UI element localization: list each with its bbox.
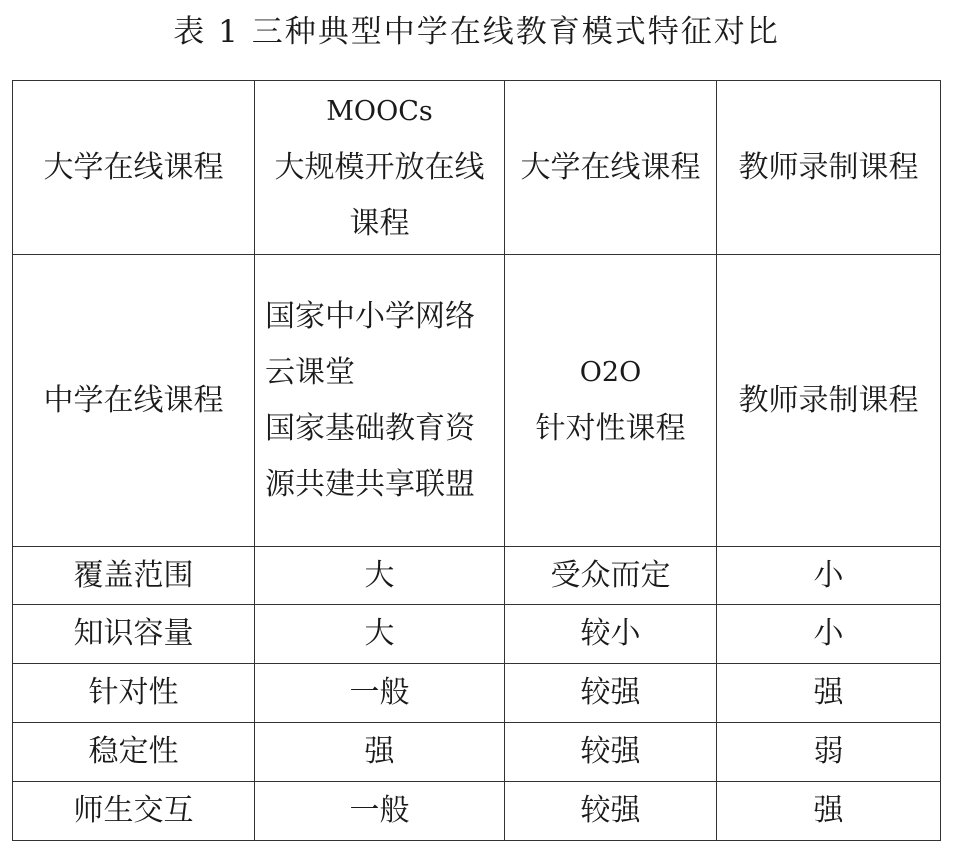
- row-label: 知识容量: [13, 605, 255, 664]
- table-cell: 一般: [255, 782, 505, 841]
- row-label: 针对性: [13, 664, 255, 723]
- table-cell: 大: [255, 605, 505, 664]
- table-cell: 大: [255, 547, 505, 605]
- table-row: [13, 547, 941, 605]
- table-row: [13, 723, 941, 782]
- row-label: 覆盖范围: [13, 547, 255, 605]
- header-cell-moocs: [255, 81, 505, 255]
- row-label: 师生交互: [13, 782, 255, 841]
- header-cell: 大学在线课程: [13, 81, 255, 255]
- moocs-desc-line: 大规模开放在线: [274, 149, 485, 185]
- table-cell: 较强: [505, 782, 717, 841]
- row-label: 中学在线课程: [13, 255, 255, 547]
- platform-line: 源共建共享联盟: [265, 466, 475, 502]
- platform-list-cell: [255, 255, 505, 547]
- row-label: 稳定性: [13, 723, 255, 782]
- table-row: [13, 782, 941, 841]
- table-cell: 强: [255, 723, 505, 782]
- platform-line: 国家中小学网络: [265, 298, 475, 334]
- o2o-cell: [505, 255, 717, 547]
- table-cell: 受众而定: [505, 547, 717, 605]
- moocs-label: MOOCs: [326, 95, 433, 127]
- platform-line: 国家基础教育资: [265, 410, 475, 446]
- table-cell: 较小: [505, 605, 717, 664]
- moocs-desc-line: 课程: [349, 205, 410, 241]
- platform-line: 云课堂: [265, 354, 355, 390]
- table-row: [13, 664, 941, 723]
- table-row: [13, 605, 941, 664]
- o2o-desc: 针对性课程: [535, 410, 686, 446]
- header-cell: 大学在线课程: [505, 81, 717, 255]
- table-cell: 强: [717, 782, 941, 841]
- table-cell: 较强: [505, 664, 717, 723]
- table-cell: 一般: [255, 664, 505, 723]
- table-header-row: [13, 81, 941, 255]
- o2o-label: O2O: [579, 356, 642, 388]
- table-cell: 小: [717, 547, 941, 605]
- table-cell: 强: [717, 664, 941, 723]
- header-cell: 教师录制课程: [717, 81, 941, 255]
- table-caption: 表 1 三种典型中学在线教育模式特征对比: [173, 14, 780, 50]
- comparison-table: [12, 80, 941, 841]
- table-cell: 小: [717, 605, 941, 664]
- table-row-secondary-online: [13, 255, 941, 547]
- table-cell: 教师录制课程: [717, 255, 941, 547]
- table-cell: 较强: [505, 723, 717, 782]
- table-cell: 弱: [717, 723, 941, 782]
